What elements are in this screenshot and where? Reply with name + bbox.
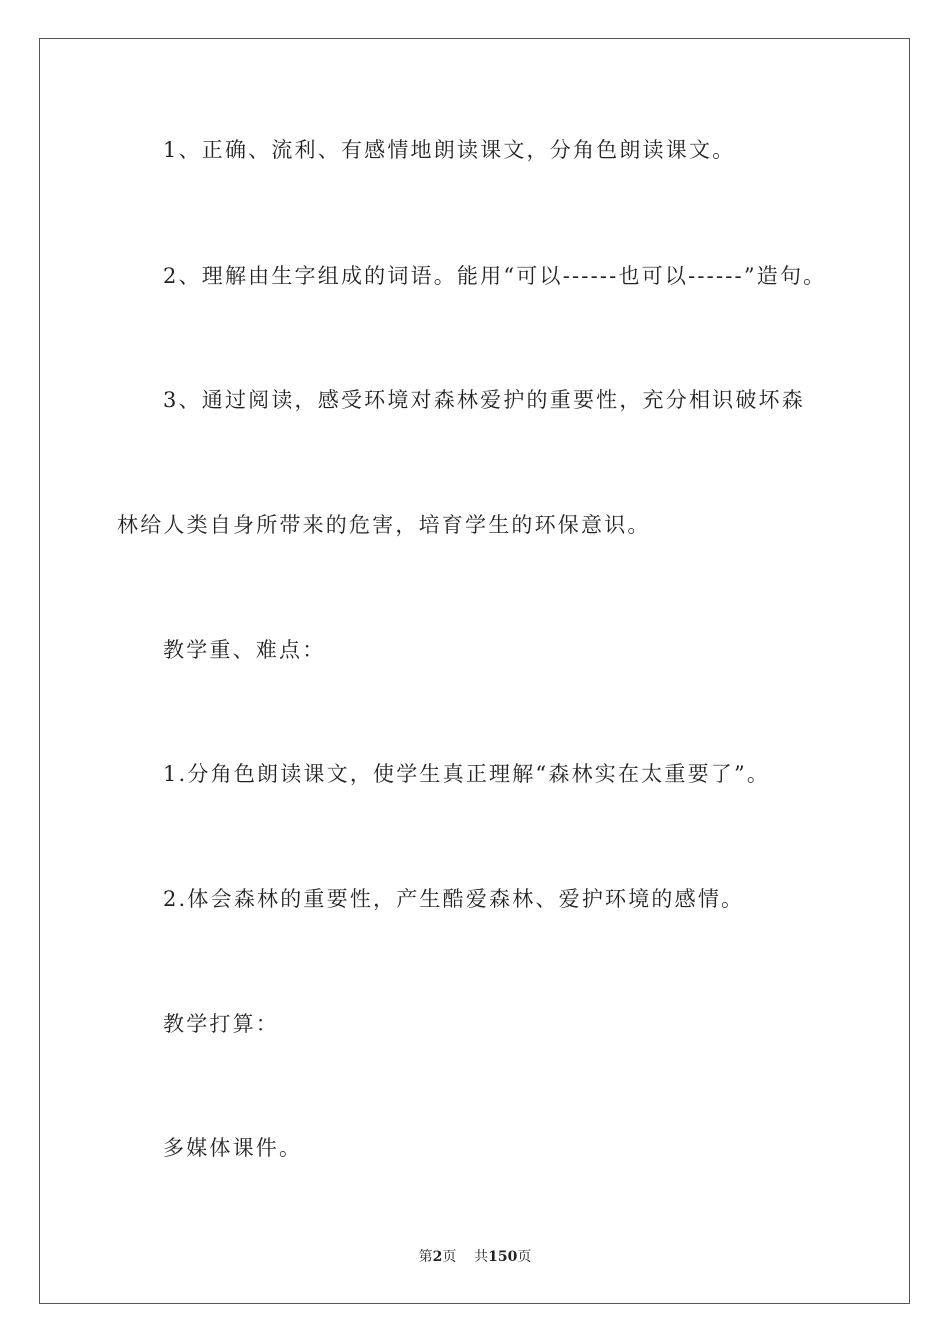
page-suffix: 页: [442, 1249, 457, 1265]
key-point-1: 1.分角色朗读课文，使学生真正理解“森林实在太重要了”。: [163, 762, 771, 786]
objective-1: 1、正确、流利、有感情地朗读课文，分角色朗读课文。: [163, 138, 736, 162]
page-border: [39, 38, 910, 1304]
total-suffix: 页: [517, 1249, 532, 1265]
page-footer: [0, 1246, 950, 1266]
teaching-plan-heading: 教学打算：: [163, 1012, 279, 1036]
page-prefix: 第: [418, 1249, 433, 1265]
current-page-number: 2: [432, 1249, 443, 1265]
objective-3-line-1: 3、通过阅读，感受环境对森林爱护的重要性，充分相识破坏森: [163, 388, 805, 412]
key-points-heading: 教学重、难点：: [163, 638, 326, 662]
key-point-2: 2.体会森林的重要性，产生酷爱森林、爱护环境的感情。: [163, 887, 745, 911]
total-prefix: 共: [474, 1249, 489, 1265]
objective-2: 2、理解由生字组成的词语。能用“可以------也可以------”造句。: [163, 264, 827, 288]
teaching-plan-item: 多媒体课件。: [163, 1136, 303, 1160]
objective-3-line-2: 林给人类自身所带来的危害，培育学生的环保意识。: [117, 513, 651, 537]
total-pages-number: 150: [488, 1249, 518, 1265]
